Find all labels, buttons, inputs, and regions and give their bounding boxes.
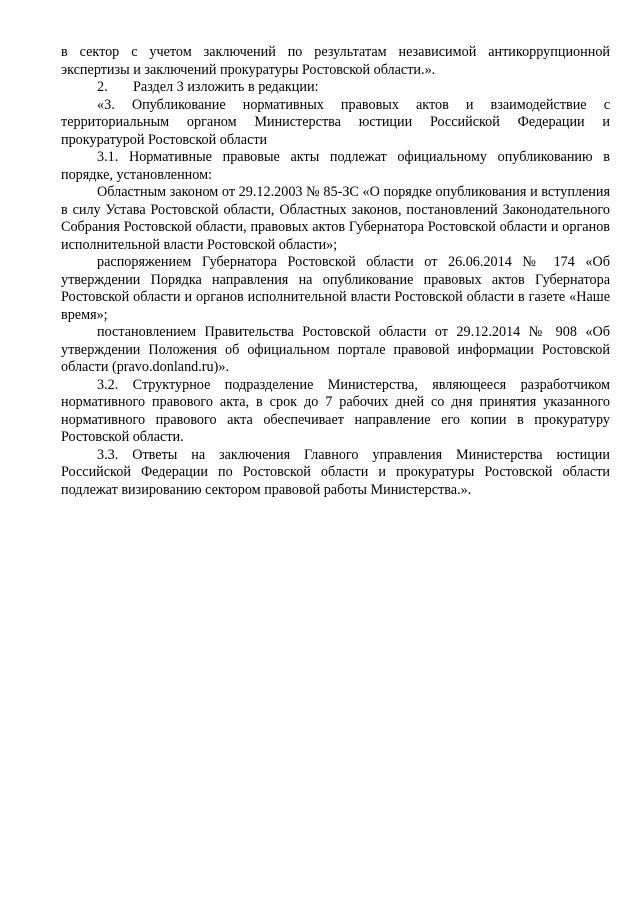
clause-3-1: 3.1. Нормативные правовые акты подлежат официальному опубликованию в порядке, установленном: (61, 149, 610, 183)
clause-3-2: 3.2. Структурное подразделение Министерства, являющееся разработчиком нормативного правового акта, в срок до 7 рабочих дней со дня принятия указанного нормативного правового акта обеспечивает направление его копии в прокуратуру Ростовской области. (61, 376, 610, 445)
section-3-heading: «3. Опубликование нормативных правовых актов и взаимодействие с территориальным органом Министерства юстиции Российской Федерации и прокуратурой Ростовской области (61, 96, 610, 148)
list-item-number: 2. (97, 79, 108, 95)
resolution-reference-908: постановлением Правительства Ростовской области от 29.12.2014 № 908 «Об утверждении Положения об официальном портале правовой информации Ростовской области (pravo.donland.ru)». (61, 324, 610, 375)
list-item-text: Раздел 3 изложить в редакции: (133, 79, 319, 95)
order-reference-174: распоряжением Губернатора Ростовской области от 26.06.2014 № 174 «Об утверждении Порядка направления на опубликование правовых актов Губернатора Ростовской области и органов исполнительной власти Ростовской области в газете «Наше время»; (61, 254, 610, 323)
law-reference-85-zs: Областным законом от 29.12.2003 № 85-ЗС «О порядке опубликования и вступления в силу Устава Ростовской области, Областных законов, постановлений Законодательного Собрания Ростовской области, правовых актов Губернатора Ростовской области и органов исполнительной власти Ростовской области»; (61, 184, 610, 253)
list-item-2 (61, 79, 610, 97)
document-body (61, 44, 610, 499)
clause-3-3: 3.3. Ответы на заключения Главного управления Министерства юстиции Российской Федерации по Ростовской области и прокуратуры Ростовской области подлежат визированию сектором правовой работы Министерства.». (61, 446, 610, 498)
paragraph-continuation: в сектор с учетом заключений по результатам независимой антикоррупционной экспертизы и заключений прокуратуры Ростовской области.». (61, 44, 610, 78)
